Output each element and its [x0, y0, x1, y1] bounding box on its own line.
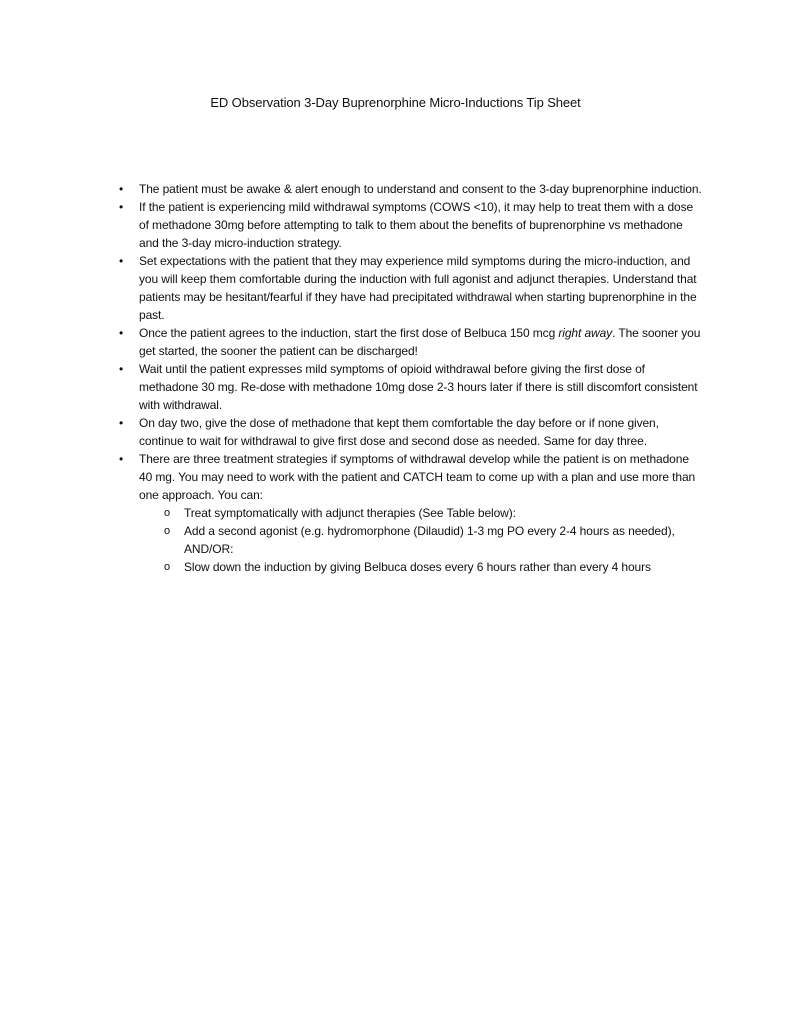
- bullet-icon: •: [118, 254, 124, 268]
- list-item: [113, 324, 703, 360]
- list-item-text: The patient must be awake & alert enough to understand and consent to the 3-day buprenorphine induction.: [139, 182, 702, 196]
- list-item: [113, 450, 703, 576]
- sub-list-item: [139, 558, 703, 576]
- emphasis-text: right away: [558, 326, 613, 340]
- sub-list-item-text: Add a second agonist (e.g. hydromorphone (Dilaudid) 1-3 mg PO every 2-4 hours as needed), AND/OR:: [184, 524, 675, 556]
- bullet-icon: •: [118, 362, 124, 376]
- circle-bullet-icon: o: [163, 525, 171, 537]
- circle-bullet-icon: o: [163, 561, 171, 573]
- bullet-icon: •: [118, 326, 124, 340]
- list-item-text: There are three treatment strategies if symptoms of withdrawal develop while the patient is on methadone 40 mg. You may need to work with the patient and CATCH team to come up with a plan and use more than one approach. You can:: [139, 452, 696, 502]
- sub-list-item-text: Slow down the induction by giving Belbuca doses every 6 hours rather than every 4 hours: [184, 560, 651, 574]
- list-item-text-start: Once the patient agrees to the induction, start the first dose of Belbuca 150 mcg: [139, 326, 559, 340]
- list-item: [113, 180, 703, 198]
- sub-list-item-text: Treat symptomatically with adjunct therapies (See Table below):: [184, 506, 516, 520]
- list-item-text: If the patient is experiencing mild withdrawal symptoms (COWS <10), it may help to treat them with a dose of methadone 30mg before attempting to talk to them about the benefits of buprenorphine vs methadone and the 3-day micro-induction strategy.: [139, 200, 694, 250]
- list-item-text: Set expectations with the patient that they may experience mild symptoms during the micro-induction, and you will keep them comfortable during the induction with full agonist and adjunct therapies. Understand that patients may be hesitant/fearful if they have had precipitated withdrawal when starting buprenorphine in the past.: [139, 254, 697, 322]
- circle-bullet-icon: o: [163, 507, 171, 519]
- document-title: ED Observation 3-Day Buprenorphine Micro-Inductions Tip Sheet: [210, 95, 581, 110]
- bullet-icon: •: [118, 182, 124, 196]
- list-item: [113, 252, 703, 324]
- sub-list-item: [139, 522, 703, 558]
- tip-list: [113, 180, 703, 576]
- bullet-icon: •: [118, 416, 124, 430]
- list-item: [113, 198, 703, 252]
- list-item: [113, 360, 703, 414]
- list-item-text-end: . The sooner you get started, the sooner the patient can be discharged!: [139, 326, 701, 358]
- bullet-icon: •: [118, 200, 124, 214]
- list-item: [113, 414, 703, 450]
- list-item-text: Wait until the patient expresses mild symptoms of opioid withdrawal before giving the first dose of methadone 30 mg. Re-dose with methadone 10mg dose 2-3 hours later if there is still discomfort consistent with withdrawal.: [139, 362, 698, 412]
- list-item-text: On day two, give the dose of methadone that kept them comfortable the day before or if none given, continue to wait for withdrawal to give first dose and second dose as needed. Same for day three.: [139, 416, 659, 448]
- strategy-sublist: [139, 504, 703, 576]
- sub-list-item: [139, 504, 703, 522]
- bullet-icon: •: [118, 452, 124, 466]
